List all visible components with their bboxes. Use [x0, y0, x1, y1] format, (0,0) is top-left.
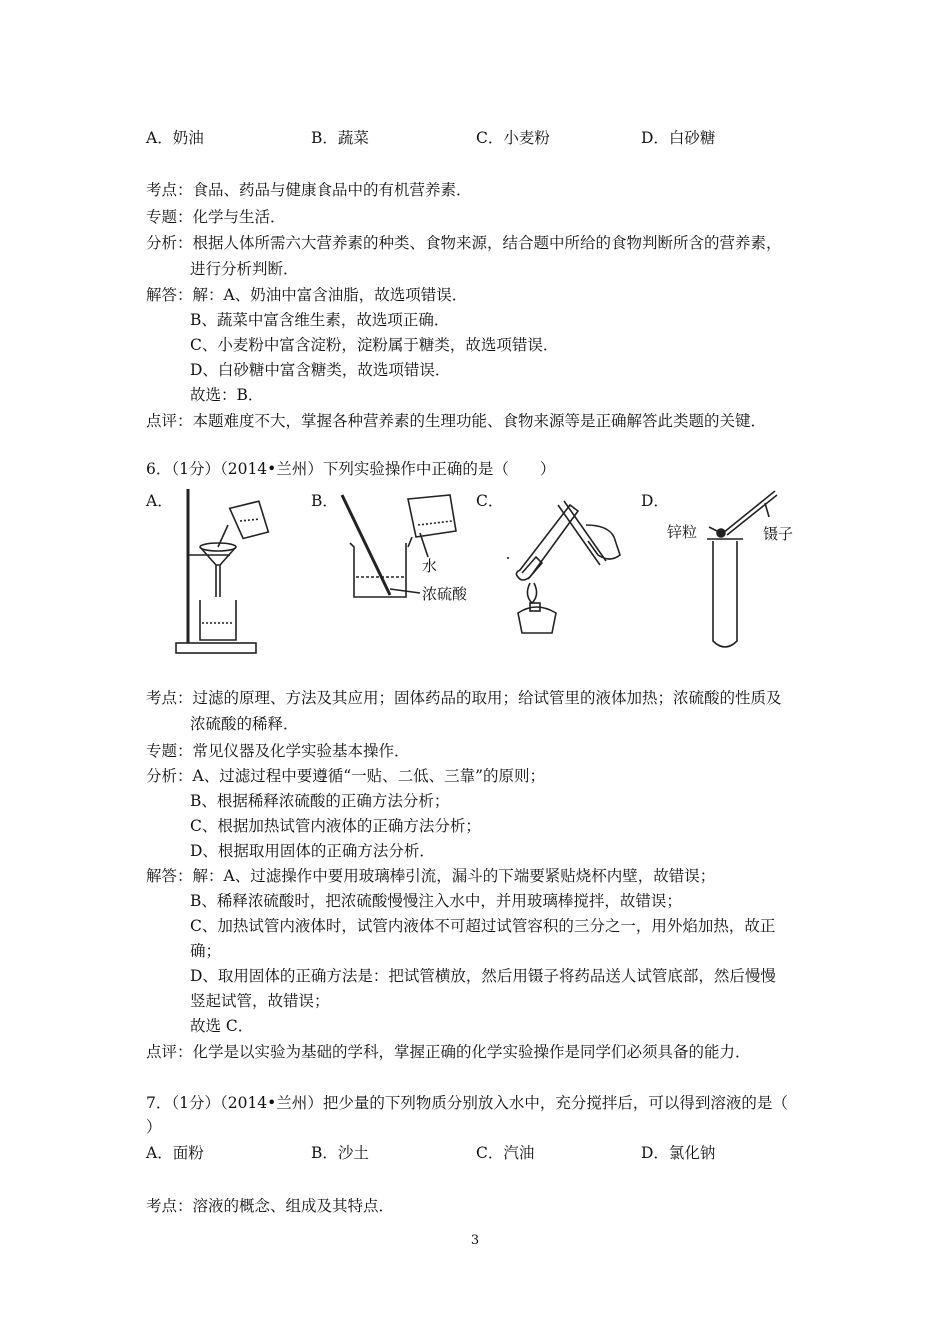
q5-option-d: D．白砂糖	[641, 129, 716, 147]
q7-option-a: A．面粉	[146, 1144, 204, 1162]
q7-stem-2: ）	[146, 1118, 162, 1136]
q6-fenxi-1: 分析：A、过滤过程中要遵循“一贴、二低、三靠”的原则；	[146, 767, 546, 785]
filtration-apparatus-figure	[170, 485, 290, 660]
q5-fenxi-2: 进行分析判断．	[190, 260, 299, 278]
q7-option-b: B．沙土	[311, 1144, 369, 1162]
zinc-label: 锌粒	[667, 523, 698, 541]
q6-jieda-7: 故选 C．	[190, 1017, 254, 1035]
q5-option-a: A．奶油	[146, 129, 204, 147]
q6-fig-label-d: D．	[641, 492, 669, 510]
q7-kaodian: 考点：溶液的概念、组成及其特点．	[146, 1197, 395, 1215]
q5-kaodian: 考点：食品、药品与健康食品中的有机营养素．	[146, 181, 472, 199]
q6-fig-label-a: A．	[146, 492, 173, 510]
q6-fig-label-c: C．	[476, 492, 504, 510]
q7-stem-1: 7．（1分）（2014•兰州）把少量的下列物质分别放入水中，充分搅拌后，可以得到溶液的是（	[146, 1094, 788, 1112]
q5-jieda-4: D、白砂糖中富含糖类，故选项错误．	[190, 361, 451, 379]
q6-fig-label-b: B．	[311, 492, 338, 510]
q7-option-d: D．氯化钠	[641, 1144, 716, 1162]
q6-fenxi-2: B、根据稀释浓硫酸的正确方法分析；	[190, 792, 450, 810]
q5-fenxi-1: 分析：根据人体所需六大营养素的种类、食物来源，结合题中所给的食物判断所含的营养素，	[146, 234, 782, 252]
q5-option-c: C．小麦粉	[476, 129, 550, 147]
q6-kaodian-1: 考点：过滤的原理、方法及其应用；固体药品的取用；给试管里的液体加热；浓硫酸的性质及	[146, 689, 782, 707]
q5-dianping: 点评：本题难度不大，掌握各种营养素的生理功能、食物来源等是正确解答此类题的关键．	[146, 412, 767, 430]
water-label: 水	[422, 557, 438, 575]
tweezers-label: 镊子	[763, 525, 794, 543]
zinc-addition-figure	[665, 485, 805, 655]
q6-dianping: 点评：化学是以实验为基础的学科，掌握正确的化学实验操作是同学们必须具备的能力．	[146, 1043, 751, 1061]
heating-test-tube-figure	[500, 485, 630, 645]
q5-jieda-3: C、小麦粉中富含淀粉，淀粉属于糖类，故选项错误．	[190, 336, 559, 354]
q6-jieda-2: B、稀释浓硫酸时，把浓硫酸慢慢注入水中，并用玻璃棒搅拌，故错误；	[190, 892, 682, 910]
q6-jieda-6: 竖起试管，故错误；	[190, 992, 330, 1010]
q6-stem: 6．（1分）（2014•兰州）下列实验操作中正确的是（ ）	[146, 460, 556, 478]
q6-jieda-4: 确；	[190, 942, 222, 960]
q6-jieda-3: C、加热试管内液体时，试管内液体不可超过试管容积的三分之一，用外焰加热，故正	[190, 917, 776, 935]
q6-fenxi-4: D、根据取用固体的正确方法分析．	[190, 842, 435, 860]
dilution-apparatus-figure	[340, 485, 480, 605]
q5-zhuanti: 专题：化学与生活．	[146, 208, 286, 226]
q5-jieda-2: B、蔬菜中富含维生素，故选项正确．	[190, 311, 450, 329]
q5-jieda-5: 故选：B．	[190, 386, 264, 404]
q6-jieda-5: D、取用固体的正确方法是：把试管横放，然后用镊子将药品送人试管底部，然后慢慢	[190, 967, 776, 985]
page-number: 3	[470, 1233, 480, 1248]
q6-kaodian-2: 浓硫酸的稀释．	[190, 715, 299, 733]
q6-fenxi-3: C、根据加热试管内液体的正确方法分析；	[190, 817, 481, 835]
q5-option-b: B．蔬菜	[311, 129, 369, 147]
acid-label: 浓硫酸	[422, 585, 468, 603]
q6-zhuanti: 专题：常见仪器及化学实验基本操作．	[146, 742, 410, 760]
q5-jieda-1: 解答：解：A、奶油中富含油脂，故选项错误．	[146, 286, 468, 304]
q6-jieda-1: 解答：解：A、过滤操作中要用玻璃棒引流，漏斗的下端要紧贴烧杯内壁，故错误；	[146, 867, 716, 885]
q7-option-c: C．汽油	[476, 1144, 535, 1162]
